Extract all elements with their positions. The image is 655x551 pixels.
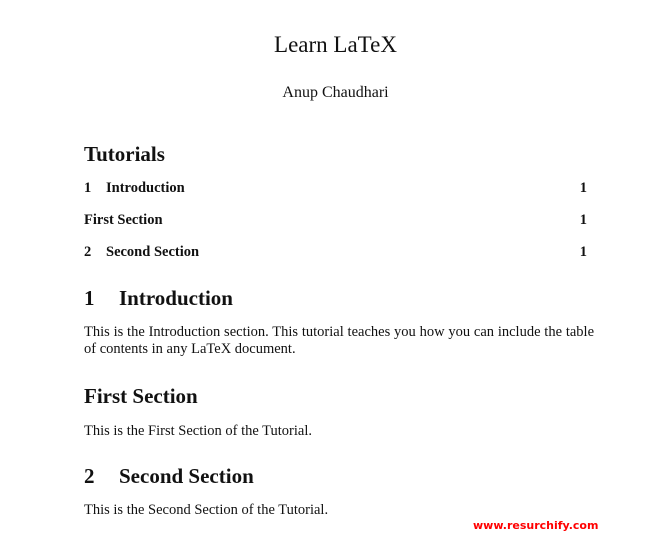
toc-heading: Tutorials <box>84 142 165 166</box>
toc-entry-label: Second Section <box>106 244 200 260</box>
section-heading <box>84 286 233 311</box>
section-title: Introduction <box>119 286 233 310</box>
section-heading <box>84 384 198 409</box>
toc-entry-label: Introduction <box>106 180 185 196</box>
section-heading <box>84 464 254 489</box>
toc-entry-page: 1 <box>579 212 587 228</box>
section-number: 1 <box>84 286 95 310</box>
section-number: 2 <box>84 464 95 488</box>
section-body: This is the Introduction section. This tutorial teaches you how you can include the table of contents in any LaTeX document. <box>84 324 594 357</box>
toc-entry-page: 1 <box>579 180 587 196</box>
section-body: This is the Second Section of the Tutorial. <box>84 502 329 518</box>
toc-entry-number: 1 <box>84 180 92 196</box>
document-author: Anup Chaudhari <box>282 84 389 101</box>
toc-entry[interactable] <box>84 180 587 197</box>
toc-entry[interactable] <box>84 244 587 261</box>
section-title: Second Section <box>119 464 254 488</box>
toc-entry-label: First Section <box>84 212 163 228</box>
toc-entry-number: 2 <box>84 244 92 260</box>
toc-entry[interactable] <box>84 212 587 229</box>
section-body: This is the First Section of the Tutorial. <box>84 423 312 439</box>
toc-entry-page: 1 <box>579 244 587 260</box>
watermark: www.resurchify.com <box>473 519 599 532</box>
document-title: Learn LaTeX <box>274 32 397 57</box>
section-title: First Section <box>84 384 198 408</box>
